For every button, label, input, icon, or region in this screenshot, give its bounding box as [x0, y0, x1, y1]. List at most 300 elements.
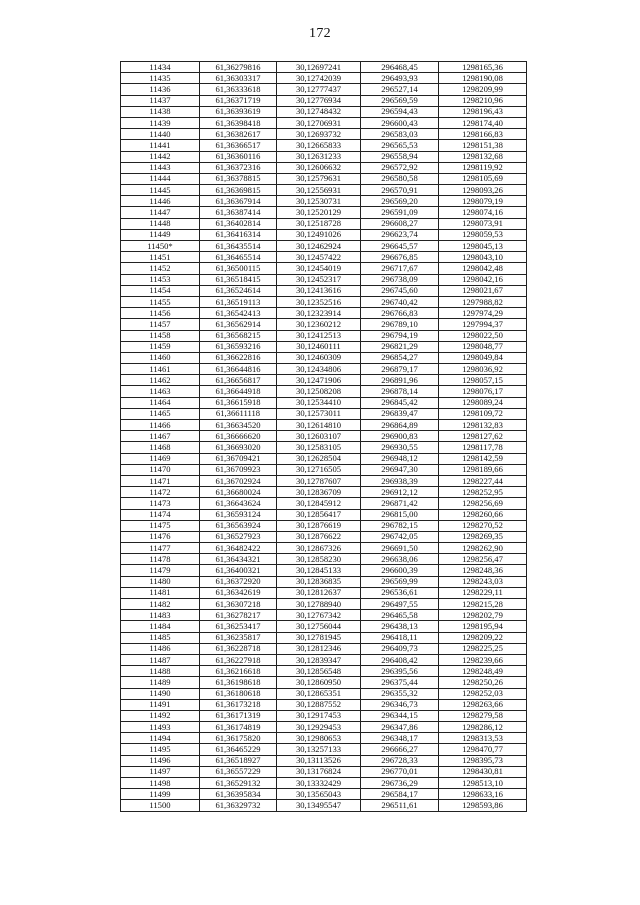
y-coordinate-cell: 1298256,47 [439, 554, 527, 565]
x-coordinate-cell: 296948,12 [361, 453, 439, 464]
table-row [121, 632, 527, 643]
table-row [121, 308, 527, 319]
y-coordinate-cell: 1298079,19 [439, 196, 527, 207]
table-row [121, 554, 527, 565]
x-coordinate-cell: 296570,91 [361, 185, 439, 196]
table-row [121, 386, 527, 397]
x-coordinate-cell: 296645,57 [361, 241, 439, 252]
longitude-cell: 30,13257133 [277, 744, 361, 755]
latitude-cell: 61,36518415 [200, 274, 277, 285]
table-row [121, 509, 527, 520]
table-row [121, 498, 527, 509]
longitude-cell: 30,13565043 [277, 789, 361, 800]
latitude-cell: 61,36216618 [200, 666, 277, 677]
latitude-cell: 61,36435514 [200, 241, 277, 252]
x-coordinate-cell: 296691,50 [361, 543, 439, 554]
longitude-cell: 30,12929453 [277, 722, 361, 733]
longitude-cell: 30,12777437 [277, 84, 361, 95]
longitude-cell: 30,12858230 [277, 554, 361, 565]
y-coordinate-cell: 1298633,16 [439, 789, 527, 800]
y-coordinate-cell: 1298022,50 [439, 330, 527, 341]
y-coordinate-cell: 1298190,08 [439, 73, 527, 84]
point-number-cell: 11445 [121, 185, 200, 196]
longitude-cell: 30,12697241 [277, 62, 361, 73]
latitude-cell: 61,36666620 [200, 431, 277, 442]
longitude-cell: 30,12812637 [277, 587, 361, 598]
latitude-cell: 61,36228718 [200, 643, 277, 654]
page-number: 172 [309, 26, 331, 41]
longitude-cell: 30,12742039 [277, 73, 361, 84]
y-coordinate-cell: 1298119,92 [439, 162, 527, 173]
latitude-cell: 61,36307218 [200, 599, 277, 610]
table-row [121, 621, 527, 632]
latitude-cell: 61,36198618 [200, 677, 277, 688]
point-number-cell: 11442 [121, 151, 200, 162]
y-coordinate-cell: 1298513,10 [439, 778, 527, 789]
longitude-cell: 30,12856417 [277, 509, 361, 520]
table-row [121, 543, 527, 554]
latitude-cell: 61,36378815 [200, 173, 277, 184]
latitude-cell: 61,36524614 [200, 285, 277, 296]
latitude-cell: 61,36174819 [200, 722, 277, 733]
table-row [121, 296, 527, 307]
longitude-cell: 30,12776934 [277, 95, 361, 106]
x-coordinate-cell: 296789,10 [361, 319, 439, 330]
table-row [121, 408, 527, 419]
longitude-cell: 30,13113526 [277, 755, 361, 766]
table-row [121, 397, 527, 408]
y-coordinate-cell: 1298239,66 [439, 654, 527, 665]
point-number-cell: 11488 [121, 666, 200, 677]
y-coordinate-cell: 1298430,81 [439, 766, 527, 777]
longitude-cell: 30,12452317 [277, 274, 361, 285]
latitude-cell: 61,36360116 [200, 151, 277, 162]
y-coordinate-cell: 1298395,73 [439, 755, 527, 766]
x-coordinate-cell: 296536,61 [361, 587, 439, 598]
longitude-cell: 30,12460111 [277, 341, 361, 352]
x-coordinate-cell: 296493,93 [361, 73, 439, 84]
table-row [121, 129, 527, 140]
table-row [121, 744, 527, 755]
point-number-cell: 11457 [121, 319, 200, 330]
point-number-cell: 11473 [121, 498, 200, 509]
longitude-cell: 30,12454019 [277, 263, 361, 274]
point-number-cell: 11486 [121, 643, 200, 654]
y-coordinate-cell: 1298262,90 [439, 543, 527, 554]
point-number-cell: 11472 [121, 487, 200, 498]
point-number-cell: 11477 [121, 543, 200, 554]
x-coordinate-cell: 296839,47 [361, 408, 439, 419]
longitude-cell: 30,12462924 [277, 241, 361, 252]
latitude-cell: 61,36680024 [200, 487, 277, 498]
longitude-cell: 30,12887552 [277, 699, 361, 710]
latitude-cell: 61,36400321 [200, 565, 277, 576]
x-coordinate-cell: 296740,42 [361, 296, 439, 307]
latitude-cell: 61,36434321 [200, 554, 277, 565]
latitude-cell: 61,36416314 [200, 229, 277, 240]
latitude-cell: 61,36611118 [200, 408, 277, 419]
longitude-cell: 30,12460309 [277, 352, 361, 363]
longitude-cell: 30,12573011 [277, 408, 361, 419]
longitude-cell: 30,12836835 [277, 576, 361, 587]
x-coordinate-cell: 296770,01 [361, 766, 439, 777]
y-coordinate-cell: 1298470,77 [439, 744, 527, 755]
x-coordinate-cell: 296947,30 [361, 464, 439, 475]
y-coordinate-cell: 1298196,43 [439, 106, 527, 117]
longitude-cell: 30,12518728 [277, 218, 361, 229]
longitude-cell: 30,12845912 [277, 498, 361, 509]
point-number-cell: 11461 [121, 364, 200, 375]
point-number-cell: 11482 [121, 599, 200, 610]
table-row [121, 218, 527, 229]
point-number-cell: 11447 [121, 207, 200, 218]
y-coordinate-cell: 1298142,59 [439, 453, 527, 464]
point-number-cell: 11489 [121, 677, 200, 688]
y-coordinate-cell: 1298248,49 [439, 666, 527, 677]
x-coordinate-cell: 296355,32 [361, 688, 439, 699]
y-coordinate-cell: 1298252,03 [439, 688, 527, 699]
latitude-cell: 61,36519113 [200, 296, 277, 307]
table-row [121, 162, 527, 173]
x-coordinate-cell: 296878,14 [361, 386, 439, 397]
table-row [121, 654, 527, 665]
y-coordinate-cell: 1298210,96 [439, 95, 527, 106]
latitude-cell: 61,36482422 [200, 543, 277, 554]
point-number-cell: 11459 [121, 341, 200, 352]
latitude-cell: 61,36465514 [200, 252, 277, 263]
point-number-cell: 11448 [121, 218, 200, 229]
point-number-cell: 11493 [121, 722, 200, 733]
table-row [121, 420, 527, 431]
table-row [121, 207, 527, 218]
table-row [121, 587, 527, 598]
latitude-cell: 61,36709923 [200, 464, 277, 475]
latitude-cell: 61,36173218 [200, 699, 277, 710]
longitude-cell: 30,12845133 [277, 565, 361, 576]
latitude-cell: 61,36568215 [200, 330, 277, 341]
x-coordinate-cell: 296395,56 [361, 666, 439, 677]
y-coordinate-cell: 1298076,17 [439, 386, 527, 397]
y-coordinate-cell: 1298093,26 [439, 185, 527, 196]
point-number-cell: 11496 [121, 755, 200, 766]
table-row [121, 62, 527, 73]
longitude-cell: 30,12756044 [277, 621, 361, 632]
x-coordinate-cell: 296569,59 [361, 95, 439, 106]
longitude-cell: 30,12781945 [277, 632, 361, 643]
longitude-cell: 30,12876622 [277, 531, 361, 542]
longitude-cell: 30,12583105 [277, 442, 361, 453]
table-row [121, 520, 527, 531]
longitude-cell: 30,12748432 [277, 106, 361, 117]
table-row [121, 364, 527, 375]
latitude-cell: 61,36333618 [200, 84, 277, 95]
longitude-cell: 30,12352516 [277, 296, 361, 307]
latitude-cell: 61,36500115 [200, 263, 277, 274]
y-coordinate-cell: 1298074,16 [439, 207, 527, 218]
latitude-cell: 61,36395834 [200, 789, 277, 800]
x-coordinate-cell: 296347,86 [361, 722, 439, 733]
latitude-cell: 61,36387414 [200, 207, 277, 218]
latitude-cell: 61,36562914 [200, 319, 277, 330]
y-coordinate-cell: 1298286,12 [439, 722, 527, 733]
x-coordinate-cell: 296845,42 [361, 397, 439, 408]
latitude-cell: 61,36369815 [200, 185, 277, 196]
longitude-cell: 30,12856548 [277, 666, 361, 677]
longitude-cell: 30,12787607 [277, 475, 361, 486]
x-coordinate-cell: 296583,03 [361, 129, 439, 140]
longitude-cell: 30,12556931 [277, 185, 361, 196]
longitude-cell: 30,13332429 [277, 778, 361, 789]
latitude-cell: 61,36227918 [200, 654, 277, 665]
longitude-cell: 30,12767342 [277, 610, 361, 621]
longitude-cell: 30,12917453 [277, 710, 361, 721]
longitude-cell: 30,12631233 [277, 151, 361, 162]
latitude-cell: 61,36702924 [200, 475, 277, 486]
y-coordinate-cell: 1298270,52 [439, 520, 527, 531]
point-number-cell: 11494 [121, 733, 200, 744]
y-coordinate-cell: 1297988,82 [439, 296, 527, 307]
latitude-cell: 61,36693020 [200, 442, 277, 453]
latitude-cell: 61,36615918 [200, 397, 277, 408]
x-coordinate-cell: 296676,85 [361, 252, 439, 263]
latitude-cell: 61,36180618 [200, 688, 277, 699]
longitude-cell: 30,12836709 [277, 487, 361, 498]
y-coordinate-cell: 1298269,35 [439, 531, 527, 542]
longitude-cell: 30,12413616 [277, 285, 361, 296]
longitude-cell: 30,12508208 [277, 386, 361, 397]
point-number-cell: 11456 [121, 308, 200, 319]
y-coordinate-cell: 1298256,69 [439, 498, 527, 509]
latitude-cell: 61,36372920 [200, 576, 277, 587]
latitude-cell: 61,36393619 [200, 106, 277, 117]
y-coordinate-cell: 1298042,16 [439, 274, 527, 285]
latitude-cell: 61,36372316 [200, 162, 277, 173]
longitude-cell: 30,12867326 [277, 543, 361, 554]
table-row [121, 84, 527, 95]
table-row [121, 576, 527, 587]
latitude-cell: 61,36644816 [200, 364, 277, 375]
table-row [121, 710, 527, 721]
longitude-cell: 30,12788940 [277, 599, 361, 610]
table-row [121, 285, 527, 296]
table-row [121, 733, 527, 744]
y-coordinate-cell: 1298089,24 [439, 397, 527, 408]
longitude-cell: 30,12434806 [277, 364, 361, 375]
point-number-cell: 11484 [121, 621, 200, 632]
longitude-cell: 30,12603107 [277, 431, 361, 442]
longitude-cell: 30,12323914 [277, 308, 361, 319]
latitude-cell: 61,36518927 [200, 755, 277, 766]
x-coordinate-cell: 296794,19 [361, 330, 439, 341]
y-coordinate-cell: 1298151,38 [439, 140, 527, 151]
latitude-cell: 61,36278217 [200, 610, 277, 621]
table-row [121, 442, 527, 453]
y-coordinate-cell: 1298209,99 [439, 84, 527, 95]
point-number-cell: 11487 [121, 654, 200, 665]
table-row [121, 722, 527, 733]
y-coordinate-cell: 1298036,92 [439, 364, 527, 375]
latitude-cell: 61,36643624 [200, 498, 277, 509]
table-row [121, 778, 527, 789]
x-coordinate-cell: 296900,83 [361, 431, 439, 442]
point-number-cell: 11452 [121, 263, 200, 274]
table-row [121, 599, 527, 610]
point-number-cell: 11474 [121, 509, 200, 520]
longitude-cell: 30,13176824 [277, 766, 361, 777]
y-coordinate-cell: 1298127,62 [439, 431, 527, 442]
y-coordinate-cell: 1298248,36 [439, 565, 527, 576]
longitude-cell: 30,13495547 [277, 800, 361, 811]
y-coordinate-cell: 1298042,48 [439, 263, 527, 274]
x-coordinate-cell: 296565,53 [361, 140, 439, 151]
longitude-cell: 30,12491026 [277, 229, 361, 240]
point-number-cell: 11498 [121, 778, 200, 789]
table-row [121, 375, 527, 386]
x-coordinate-cell: 296569,20 [361, 196, 439, 207]
point-number-cell: 11441 [121, 140, 200, 151]
longitude-cell: 30,12457422 [277, 252, 361, 263]
latitude-cell: 61,36366517 [200, 140, 277, 151]
point-number-cell: 11455 [121, 296, 200, 307]
table-row [121, 330, 527, 341]
table-row [121, 688, 527, 699]
x-coordinate-cell: 296569,99 [361, 576, 439, 587]
latitude-cell: 61,36709421 [200, 453, 277, 464]
y-coordinate-cell: 1298132,83 [439, 420, 527, 431]
table-row [121, 531, 527, 542]
latitude-cell: 61,36342619 [200, 587, 277, 598]
y-coordinate-cell: 1297974,29 [439, 308, 527, 319]
table-row [121, 453, 527, 464]
point-number-cell: 11462 [121, 375, 200, 386]
y-coordinate-cell: 1298202,79 [439, 610, 527, 621]
point-number-cell: 11500 [121, 800, 200, 811]
longitude-cell: 30,12980653 [277, 733, 361, 744]
longitude-cell: 30,12530731 [277, 196, 361, 207]
latitude-cell: 61,36542413 [200, 308, 277, 319]
y-coordinate-cell: 1298174,40 [439, 117, 527, 128]
y-coordinate-cell: 1298165,36 [439, 62, 527, 73]
point-number-cell: 11470 [121, 464, 200, 475]
point-number-cell: 11437 [121, 95, 200, 106]
x-coordinate-cell: 296736,29 [361, 778, 439, 789]
table-row [121, 610, 527, 621]
y-coordinate-cell: 1298117,78 [439, 442, 527, 453]
x-coordinate-cell: 296815,00 [361, 509, 439, 520]
y-coordinate-cell: 1298209,22 [439, 632, 527, 643]
x-coordinate-cell: 296608,27 [361, 218, 439, 229]
coordinates-table [120, 61, 527, 812]
table-row [121, 73, 527, 84]
longitude-cell: 30,12606632 [277, 162, 361, 173]
x-coordinate-cell: 296854,27 [361, 352, 439, 363]
latitude-cell: 61,36557229 [200, 766, 277, 777]
point-number-cell: 11436 [121, 84, 200, 95]
table-row [121, 800, 527, 811]
table-row [121, 677, 527, 688]
latitude-cell: 61,36465229 [200, 744, 277, 755]
point-number-cell: 11454 [121, 285, 200, 296]
table-row [121, 352, 527, 363]
table-row [121, 487, 527, 498]
point-number-cell: 11453 [121, 274, 200, 285]
x-coordinate-cell: 296891,96 [361, 375, 439, 386]
table-row [121, 95, 527, 106]
point-number-cell: 11449 [121, 229, 200, 240]
y-coordinate-cell: 1298250,26 [439, 677, 527, 688]
x-coordinate-cell: 296879,17 [361, 364, 439, 375]
longitude-cell: 30,12628504 [277, 453, 361, 464]
y-coordinate-cell: 1298252,95 [439, 487, 527, 498]
x-coordinate-cell: 296408,42 [361, 654, 439, 665]
y-coordinate-cell: 1298073,91 [439, 218, 527, 229]
point-number-cell: 11460 [121, 352, 200, 363]
x-coordinate-cell: 296600,39 [361, 565, 439, 576]
latitude-cell: 61,36634520 [200, 420, 277, 431]
y-coordinate-cell: 1297994,37 [439, 319, 527, 330]
point-number-cell: 11458 [121, 330, 200, 341]
longitude-cell: 30,12471906 [277, 375, 361, 386]
x-coordinate-cell: 296638,06 [361, 554, 439, 565]
point-number-cell: 11440 [121, 129, 200, 140]
y-coordinate-cell: 1298021,67 [439, 285, 527, 296]
latitude-cell: 61,36367914 [200, 196, 277, 207]
latitude-cell: 61,36329732 [200, 800, 277, 811]
table-row [121, 151, 527, 162]
y-coordinate-cell: 1298263,66 [439, 699, 527, 710]
x-coordinate-cell: 296572,92 [361, 162, 439, 173]
x-coordinate-cell: 296580,58 [361, 173, 439, 184]
point-number-cell: 11451 [121, 252, 200, 263]
x-coordinate-cell: 296871,42 [361, 498, 439, 509]
longitude-cell: 30,12876619 [277, 520, 361, 531]
latitude-cell: 61,36656817 [200, 375, 277, 386]
y-coordinate-cell: 1298109,72 [439, 408, 527, 419]
y-coordinate-cell: 1298057,15 [439, 375, 527, 386]
x-coordinate-cell: 296717,67 [361, 263, 439, 274]
table-row [121, 341, 527, 352]
x-coordinate-cell: 296938,39 [361, 475, 439, 486]
latitude-cell: 61,36382617 [200, 129, 277, 140]
table-row [121, 241, 527, 252]
table-row [121, 229, 527, 240]
point-number-cell: 11483 [121, 610, 200, 621]
point-number-cell: 11465 [121, 408, 200, 419]
latitude-cell: 61,36527923 [200, 531, 277, 542]
x-coordinate-cell: 296594,43 [361, 106, 439, 117]
table-row [121, 252, 527, 263]
x-coordinate-cell: 296497,55 [361, 599, 439, 610]
coordinates-table-body [121, 62, 527, 812]
point-number-cell: 11439 [121, 117, 200, 128]
table-row [121, 464, 527, 475]
point-number-cell: 11467 [121, 431, 200, 442]
longitude-cell: 30,12706931 [277, 117, 361, 128]
y-coordinate-cell: 1298166,83 [439, 129, 527, 140]
x-coordinate-cell: 296468,45 [361, 62, 439, 73]
y-coordinate-cell: 1298105,69 [439, 173, 527, 184]
table-row [121, 643, 527, 654]
table-row [121, 274, 527, 285]
latitude-cell: 61,36563924 [200, 520, 277, 531]
longitude-cell: 30,12839347 [277, 654, 361, 665]
longitude-cell: 30,12579631 [277, 173, 361, 184]
x-coordinate-cell: 296511,61 [361, 800, 439, 811]
point-number-cell: 11463 [121, 386, 200, 397]
point-number-cell: 11480 [121, 576, 200, 587]
point-number-cell: 11450* [121, 241, 200, 252]
longitude-cell: 30,12665833 [277, 140, 361, 151]
